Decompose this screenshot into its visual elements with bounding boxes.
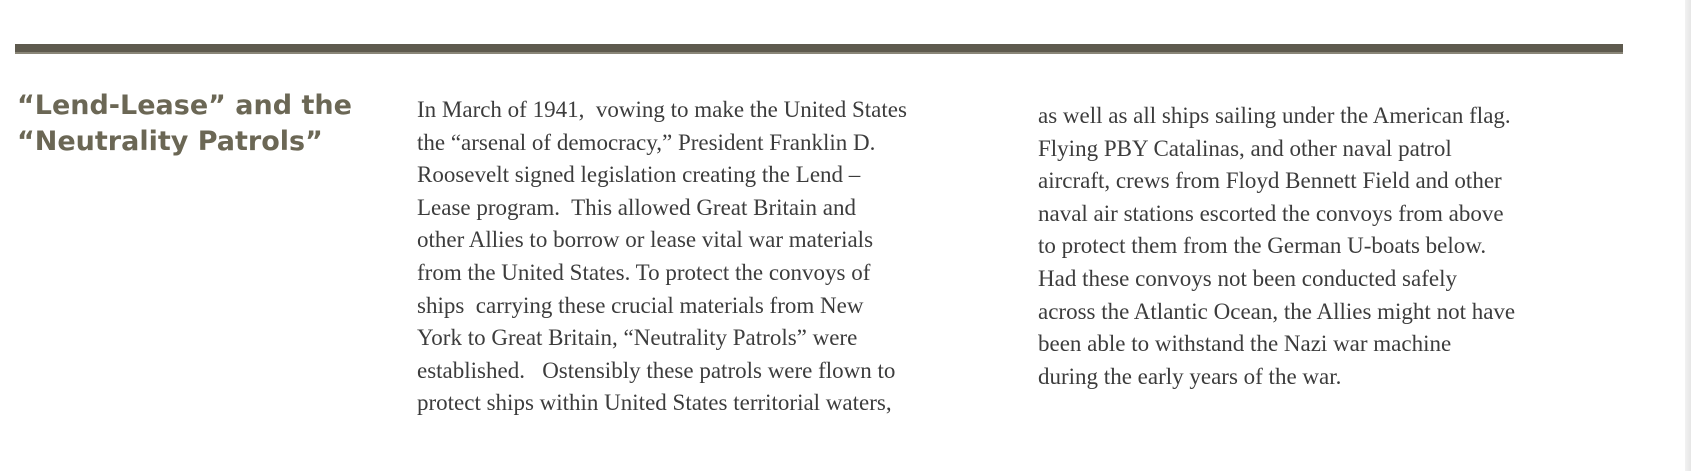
text-line: York to Great Britain, “Neutrality Patrols” were [417, 325, 858, 351]
text-line: as well as all ships sailing under the American flag. [1038, 103, 1511, 128]
text-line: other Allies to borrow or lease vital war materials [417, 227, 874, 253]
text-line: Roosevelt signed legislation creating the Lend – [417, 162, 861, 188]
section-divider-rule [15, 44, 1623, 54]
text-line: the “arsenal of democracy,” President Franklin D. [417, 129, 876, 155]
text-line: aircraft, crews from Floyd Bennett Field and other [1038, 168, 1502, 194]
body-column-right [1038, 100, 1638, 393]
text-line: naval air stations escorted the convoys from above [1038, 200, 1504, 226]
body-column-left [417, 94, 1017, 420]
text-line: during the early years of the war. [1038, 363, 1342, 389]
text-line: from the United States. To protect the convoys of [417, 259, 871, 285]
text-line: protect ships within United States territorial waters, [417, 390, 892, 416]
text-line: across the Atlantic Ocean, the Allies might not have [1038, 298, 1516, 324]
text-line: Had these convoys not been conducted safely [1038, 265, 1457, 291]
text-line: Lease program. This allowed Great Britain and [417, 194, 856, 220]
page-edge [1685, 0, 1691, 471]
heading-line-1: “Lend-Lease” and the [17, 90, 352, 121]
text-line: Flying PBY Catalinas, and other naval patrol [1038, 135, 1452, 161]
section-heading [17, 88, 377, 160]
text-line: In March of 1941, vowing to make the United States [417, 97, 907, 122]
text-line: to protect them from the German U-boats below. [1038, 233, 1487, 259]
text-line: ships carrying these crucial materials from New [417, 292, 864, 318]
text-line: established. Ostensibly these patrols were flown to [417, 357, 896, 383]
text-line: been able to withstand the Nazi war machine [1038, 331, 1452, 357]
heading-line-2: “Neutrality Patrols” [17, 126, 323, 157]
